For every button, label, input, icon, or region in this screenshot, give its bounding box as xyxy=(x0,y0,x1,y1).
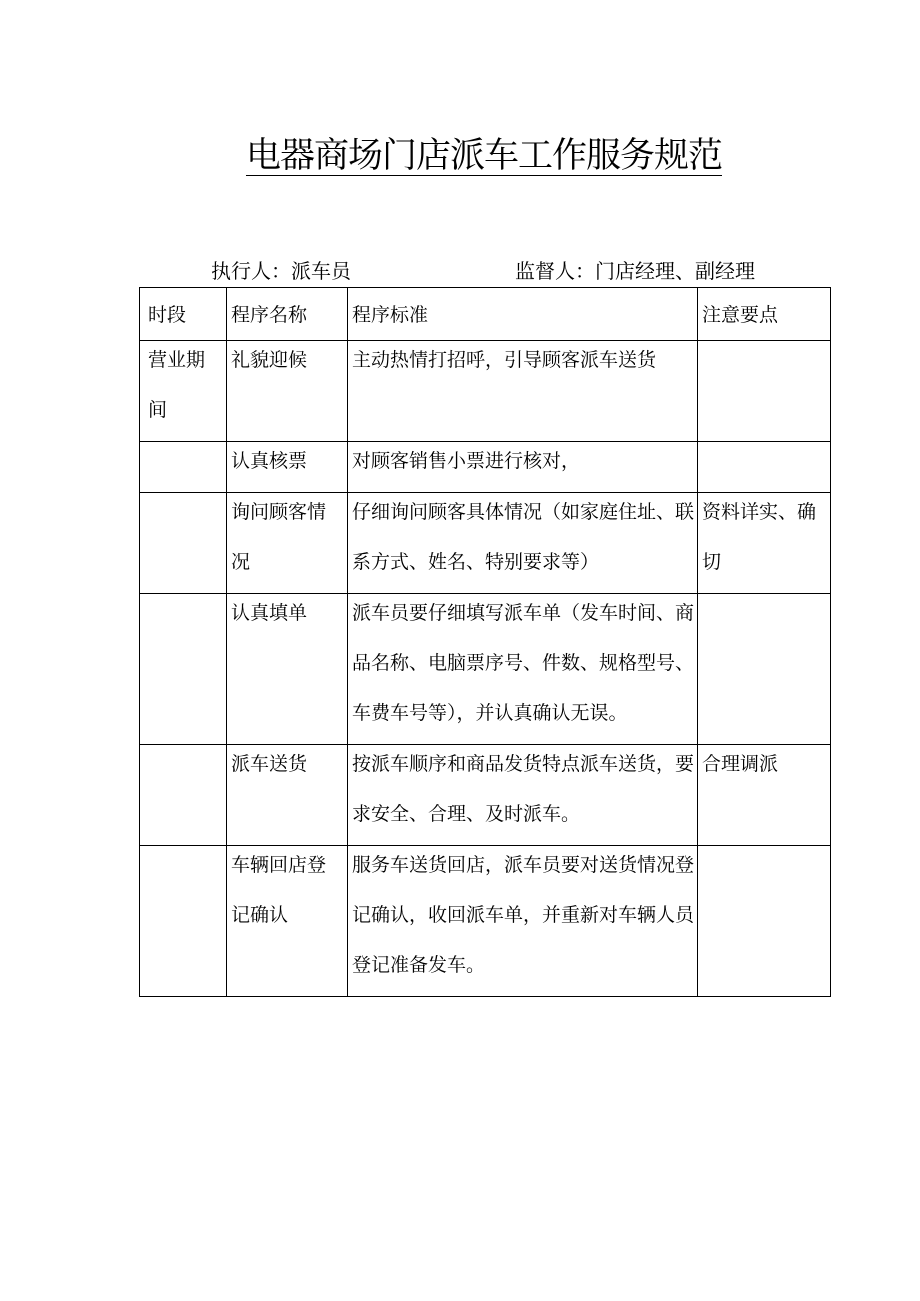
cell-period xyxy=(140,745,227,846)
cell-procedure-name: 认真核票 xyxy=(227,442,348,493)
table-row xyxy=(140,493,831,594)
header-procedure-standard: 程序标准 xyxy=(348,288,698,341)
table-row xyxy=(140,594,831,745)
cell-period xyxy=(140,493,227,594)
cell-notes: 合理调派 xyxy=(698,745,831,846)
executor-label: 执行人：派车员 xyxy=(211,259,351,283)
cell-procedure-name: 认真填单 xyxy=(227,594,348,745)
table-row xyxy=(140,846,831,997)
cell-procedure-name: 礼貌迎候 xyxy=(227,341,348,442)
document-title xyxy=(0,128,920,178)
cell-procedure-standard: 按派车顺序和商品发货特点派车送货，要求安全、合理、及时派车。 xyxy=(348,745,698,846)
cell-procedure-standard: 服务车送货回店，派车员要对送货情况登记确认，收回派车单，并重新对车辆人员登记准备发车。 xyxy=(348,846,698,997)
header-procedure-name: 程序名称 xyxy=(227,288,348,341)
cell-procedure-name: 询问顾客情况 xyxy=(227,493,348,594)
cell-procedure-standard: 仔细询问顾客具体情况（如家庭住址、联系方式、姓名、特别要求等） xyxy=(348,493,698,594)
cell-notes xyxy=(698,341,831,442)
header-notes: 注意要点 xyxy=(698,288,831,341)
cell-notes xyxy=(698,442,831,493)
table-row xyxy=(140,442,831,493)
cell-notes: 资料详实、确切 xyxy=(698,493,831,594)
cell-procedure-standard: 派车员要仔细填写派车单（发车时间、商品名称、电脑票序号、件数、规格型号、车费车号等），并认真确认无误。 xyxy=(348,594,698,745)
cell-period xyxy=(140,442,227,493)
table-row xyxy=(140,341,831,442)
cell-period: 营业期间 xyxy=(140,341,227,442)
cell-period xyxy=(140,594,227,745)
cell-procedure-name: 车辆回店登记确认 xyxy=(227,846,348,997)
document-title-text: 电器商场门店派车工作服务规范 xyxy=(245,136,722,176)
service-spec-table xyxy=(139,287,831,997)
cell-procedure-standard: 对顾客销售小票进行核对， xyxy=(348,442,698,493)
table-row xyxy=(140,745,831,846)
cell-notes xyxy=(698,594,831,745)
header-period: 时段 xyxy=(140,288,227,341)
cell-procedure-name: 派车送货 xyxy=(227,745,348,846)
cell-procedure-standard: 主动热情打招呼，引导顾客派车送货 xyxy=(348,341,698,442)
cell-notes xyxy=(698,846,831,997)
cell-period xyxy=(140,846,227,997)
table-header-row xyxy=(140,288,831,341)
supervisor-label: 监督人：门店经理、副经理 xyxy=(515,259,755,283)
